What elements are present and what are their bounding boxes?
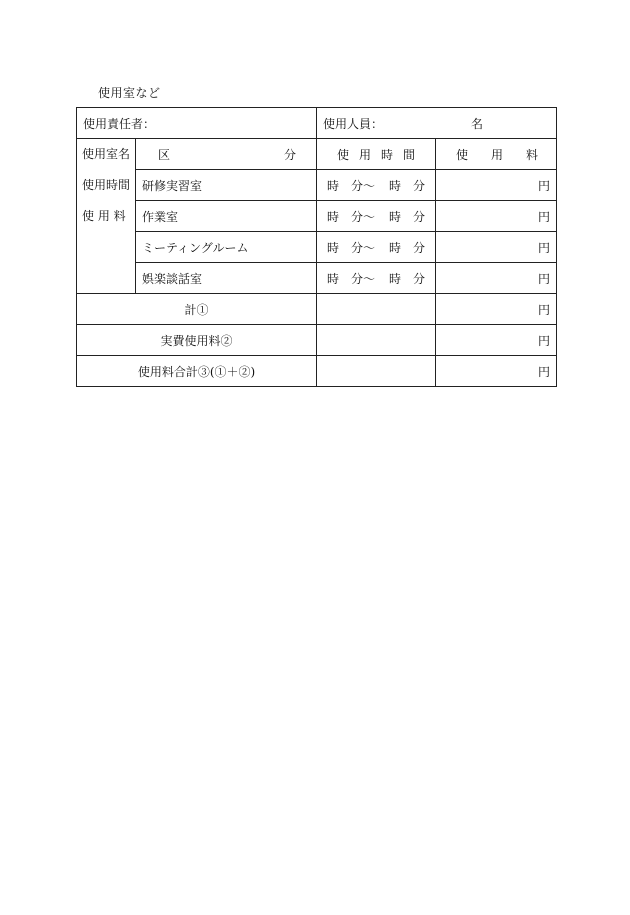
time-end: 時 分: [389, 240, 426, 255]
side-label-usage-time: 使用時間: [82, 178, 131, 192]
actual-cost-fee-field[interactable]: [436, 325, 557, 356]
time-end: 時 分: [389, 271, 426, 286]
yen-unit: 円: [538, 302, 551, 317]
room-fee-field[interactable]: [436, 170, 557, 201]
usage-fee-header: [436, 139, 557, 170]
room-name: 娯楽談話室: [136, 263, 317, 294]
yen-unit: 円: [538, 364, 551, 379]
grand-total-fee-field[interactable]: [436, 356, 557, 387]
usage-time-header-char: 間: [402, 147, 415, 162]
room-time-field[interactable]: [317, 201, 436, 232]
persons-unit: 名: [471, 116, 484, 131]
room-row: [77, 170, 557, 201]
time-start: 時 分～: [327, 271, 376, 286]
number-of-users-label: 使用人員：: [323, 116, 384, 131]
room-fee-field[interactable]: [436, 263, 557, 294]
division-header-right: 分: [284, 147, 297, 162]
total-fee-field[interactable]: [436, 294, 557, 325]
usage-fee-header-char: 用: [491, 147, 504, 162]
form-header-row: [77, 108, 557, 139]
room-time-field[interactable]: [317, 263, 436, 294]
responsible-person-field[interactable]: [77, 108, 317, 139]
room-name: 作業室: [136, 201, 317, 232]
room-row: [77, 201, 557, 232]
grand-total-row: [77, 356, 557, 387]
actual-cost-row: [77, 325, 557, 356]
number-of-users-field[interactable]: [317, 108, 557, 139]
document-heading: 使用室など: [98, 86, 161, 100]
total-row: [77, 294, 557, 325]
total-label: 計①: [77, 294, 317, 325]
time-start: 時 分～: [327, 240, 376, 255]
grand-total-time-field[interactable]: [317, 356, 436, 387]
yen-unit: 円: [538, 333, 551, 348]
room-time-field[interactable]: [317, 170, 436, 201]
side-label-room-name: 使用室名: [82, 147, 131, 161]
yen-unit: 円: [538, 178, 551, 193]
usage-form-table: [76, 107, 557, 387]
time-start: 時 分～: [327, 178, 376, 193]
time-end: 時 分: [389, 178, 426, 193]
usage-time-header: [317, 139, 436, 170]
yen-unit: 円: [538, 271, 551, 286]
room-fee-field[interactable]: [436, 232, 557, 263]
room-row: [77, 263, 557, 294]
usage-time-header-char: 用: [359, 147, 372, 162]
room-name: ミーティングルーム: [136, 232, 317, 263]
actual-cost-time-field[interactable]: [317, 325, 436, 356]
side-labels-cell: [77, 139, 136, 294]
total-time-field[interactable]: [317, 294, 436, 325]
room-row: [77, 232, 557, 263]
grand-total-label: 使用料合計③(①＋②): [77, 356, 317, 387]
responsible-person-label: 使用責任者：: [83, 116, 156, 131]
division-header-left: 区: [158, 147, 171, 162]
room-name: 研修実習室: [136, 170, 317, 201]
room-fee-field[interactable]: [436, 201, 557, 232]
usage-time-header-char: 時: [380, 147, 393, 162]
time-end: 時 分: [389, 209, 426, 224]
yen-unit: 円: [538, 240, 551, 255]
column-header-row: [77, 139, 557, 170]
usage-time-header-char: 使: [337, 147, 350, 162]
side-label-usage-fee: 使 用 料: [82, 209, 126, 223]
usage-fee-header-char: 使: [456, 147, 469, 162]
time-start: 時 分～: [327, 209, 376, 224]
actual-cost-label: 実費使用料②: [77, 325, 317, 356]
room-time-field[interactable]: [317, 232, 436, 263]
usage-fee-header-char: 料: [525, 147, 538, 162]
yen-unit: 円: [538, 209, 551, 224]
division-header: [136, 139, 317, 170]
